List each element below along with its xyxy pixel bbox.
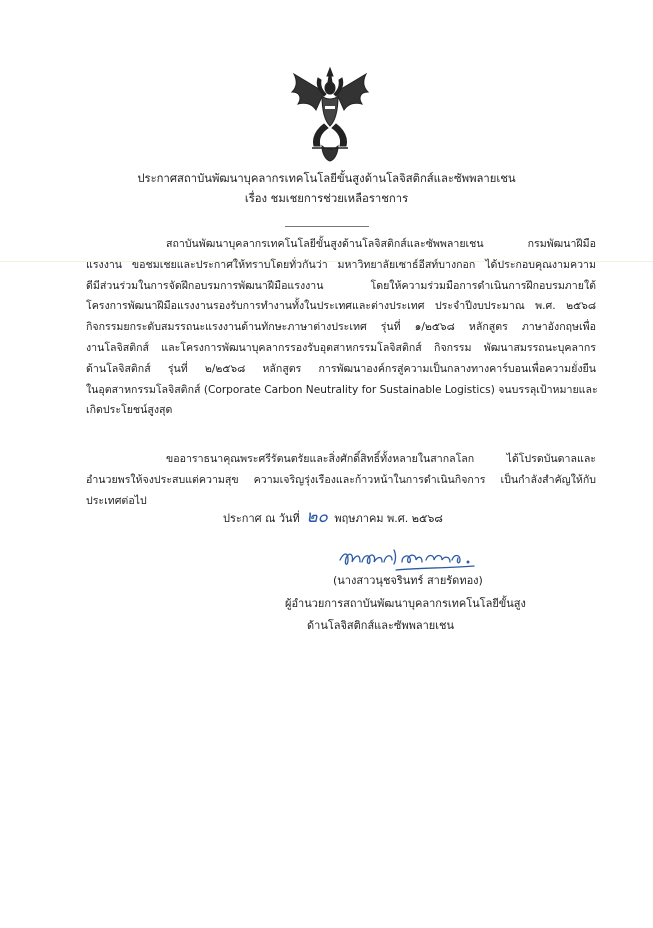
paragraph-line: ในอุตสาหกรรมโลจิสติกส์ (Corporate Carbon Neutrality for Sustainable Logistics) จนบรรลุเป้าหมายและ <box>86 383 598 396</box>
title-divider <box>285 226 369 227</box>
signatory-name: (นางสาวนุชจรินทร์ สายรัดทอง) <box>333 574 483 587</box>
body-paragraph-1 <box>86 234 596 421</box>
paragraph-line: ด้านโลจิสติกส์ รุ่นที่ ๒/๒๕๖๘ หลักสูตร การพัฒนาองค์กรสู่ความเป็นกลางทางคาร์บอนเพื่อความยั่งยืน <box>86 362 596 375</box>
handwritten-signature <box>338 542 488 574</box>
paragraph-line: สถาบันพัฒนาบุคลากรเทคโนโลยีขั้นสูงด้านโลจิสติกส์และซัพพลายเชน กรมพัฒนาฝีมือ <box>166 238 596 250</box>
paragraph-line: เกิดประโยชน์สูงสุด <box>86 404 173 417</box>
date-prefix: ประกาศ ณ วันที่ <box>223 512 300 525</box>
announcement-title: ประกาศสถาบันพัฒนาบุคลากรเทคโนโลยีขั้นสูงด้านโลจิสติกส์และซัพพลายเชน <box>137 172 516 185</box>
announcement-date <box>223 503 443 530</box>
date-day-handwritten: ๒๐ <box>306 507 328 527</box>
announcement-subject: เรื่อง ชมเชยการช่วยเหลือราชการ <box>244 192 409 205</box>
date-month-year: พฤษภาคม พ.ศ. ๒๕๖๘ <box>334 512 443 525</box>
signatory-position-line-1: ผู้อำนวยการสถาบันพัฒนาบุคลากรเทคโนโลยีขั้นสูง <box>285 597 526 610</box>
paragraph-line: ขออาราธนาคุณพระศรีรัตนตรัยและสิ่งศักดิ์สิทธิ์ทั้งหลายในสากลโลก ได้โปรดบันดาลและ <box>166 453 596 465</box>
paragraph-line: อำนวยพรให้จงประสบแต่ความสุข ความเจริญรุ่งเรืองและก้าวหน้าในการดำเนินกิจการ เป็นกำลังสำคัญให้กับ <box>86 473 596 486</box>
signatory-position-line-2: ด้านโลจิสติกส์และซัพพลายเชน <box>307 619 454 632</box>
paragraph-line: กิจกรรมยกระดับสมรรถนะแรงงานด้านทักษะภาษาต่างประเทศ รุ่นที่ ๑/๒๕๖๘ หลักสูตร ภาษาอังกฤษเพื่อ <box>86 321 596 334</box>
garuda-emblem-icon <box>288 66 372 162</box>
paragraph-line: แรงงาน ขอชมเชยและประกาศให้ทราบโดยทั่วกันว่า มหาวิทยาลัยเซาธ์อีสท์บางกอก ได้ประกอบคุณงามความ <box>86 258 596 271</box>
paragraph-line: โครงการพัฒนาฝีมือแรงงานรองรับการทำงานทั้งในประเทศและต่างประเทศ ประจำปีงบประมาณ พ.ศ. ๒๕๖๘ <box>86 300 596 313</box>
paragraph-line: ประเทศต่อไป <box>86 494 147 507</box>
paragraph-line: ดีมีส่วนร่วมในการจัดฝึกอบรมการพัฒนาฝีมือแรงงาน โดยให้ความร่วมมือการดำเนินการฝึกอบรมภายใต้ <box>86 279 596 292</box>
paragraph-line: งานโลจิสติกส์ และโครงการพัฒนาบุคลากรรองรับอุตสาหกรรมโลจิสติกส์ กิจกรรม พัฒนาสมรรถนะบุคลากร <box>86 341 596 354</box>
